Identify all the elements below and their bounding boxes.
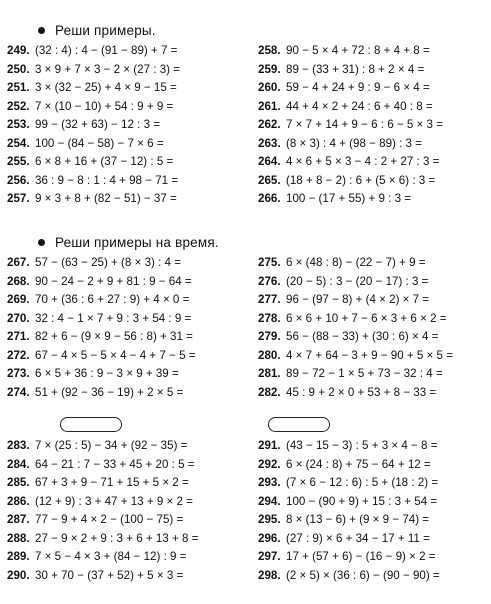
section1-heading-text: Реши примеры. xyxy=(55,22,156,38)
exercise-expression: 89 − 72 − 1 × 5 + 73 − 32 : 4 = xyxy=(286,367,443,380)
exercise-row xyxy=(7,511,198,530)
exercise-row xyxy=(7,98,180,117)
exercise-expression: 3 × 9 + 7 × 3 − 2 × (27 : 3) = xyxy=(35,62,181,76)
exercise-number: 272. xyxy=(7,348,30,362)
section2-right-column-b xyxy=(258,437,440,585)
exercise-row xyxy=(258,310,453,329)
exercise-row xyxy=(7,310,196,329)
exercise-expression: 6 × 5 + 36 : 9 − 3 × 9 + 39 = xyxy=(35,367,179,380)
exercise-expression: 3 × (32 − 25) + 4 × 9 − 15 = xyxy=(35,81,177,94)
exercise-number: 281. xyxy=(258,367,281,380)
exercise-row xyxy=(258,61,443,80)
section2-heading xyxy=(0,232,219,252)
exercise-number: 289. xyxy=(7,550,30,563)
exercise-number: 294. xyxy=(258,494,281,508)
exercise-number: 265. xyxy=(258,173,281,187)
exercise-expression: 77 − 9 + 4 × 2 − (100 − 75) = xyxy=(35,513,184,526)
exercise-row xyxy=(7,116,180,135)
exercise-expression: (18 + 8 − 2) : 6 + (5 × 6) : 3 = xyxy=(286,173,436,187)
exercise-row xyxy=(258,511,440,530)
exercise-row xyxy=(258,42,443,61)
exercise-row xyxy=(258,328,453,347)
exercise-row xyxy=(7,365,196,384)
exercise-row xyxy=(258,384,453,403)
exercise-number: 283. xyxy=(7,439,30,452)
exercise-number: 277. xyxy=(258,293,281,306)
exercise-expression: 59 − 4 + 24 + 9 : 9 − 6 × 4 = xyxy=(286,81,430,94)
exercise-row xyxy=(7,384,196,403)
exercise-number: 282. xyxy=(258,385,281,399)
exercise-row xyxy=(7,61,180,80)
exercise-expression: (2 × 5) × (36 : 6) − (90 − 90) = xyxy=(286,568,440,582)
exercise-row xyxy=(258,172,443,191)
exercise-expression: (43 − 15 − 3) : 5 + 3 × 4 − 8 = xyxy=(286,439,438,452)
exercise-row xyxy=(258,291,453,310)
exercise-expression: 27 − 9 × 2 + 9 : 3 + 6 + 13 + 8 = xyxy=(35,531,199,545)
exercise-number: 259. xyxy=(258,62,281,76)
exercise-number: 252. xyxy=(7,99,30,113)
exercise-row xyxy=(258,135,443,154)
exercise-row xyxy=(7,548,198,567)
exercise-expression: 100 − (84 − 58) − 7 × 6 = xyxy=(35,136,164,150)
exercise-expression: 8 × (13 − 6) + (9 × 9 − 74) = xyxy=(286,513,430,526)
section2-left-column-b xyxy=(7,437,198,585)
exercise-row xyxy=(7,273,196,292)
exercise-row xyxy=(7,474,198,493)
exercise-number: 256. xyxy=(7,173,30,187)
exercise-row xyxy=(7,79,180,98)
exercise-row xyxy=(7,42,180,61)
exercise-row xyxy=(258,254,453,273)
exercise-number: 263. xyxy=(258,136,281,150)
exercise-number: 253. xyxy=(7,118,30,131)
exercise-number: 295. xyxy=(258,513,281,526)
exercise-number: 249. xyxy=(7,44,30,57)
exercise-expression: 6 × 6 + 10 + 7 − 6 × 3 + 6 × 2 = xyxy=(286,311,447,325)
exercise-number: 292. xyxy=(258,457,281,471)
section2-right-column-a xyxy=(258,254,453,402)
exercise-number: 258. xyxy=(258,44,281,57)
exercise-expression: 7 × 5 − 4 × 3 + (84 − 12) : 9 = xyxy=(35,550,187,563)
exercise-number: 266. xyxy=(258,192,281,205)
exercise-number: 251. xyxy=(7,81,30,94)
exercise-number: 271. xyxy=(7,330,30,343)
section2-left-column-a xyxy=(7,254,196,402)
exercise-row xyxy=(7,493,198,512)
exercise-number: 276. xyxy=(258,274,281,288)
exercise-expression: 4 × 7 + 64 − 3 + 9 − 90 + 5 × 5 = xyxy=(286,348,453,362)
exercise-row xyxy=(258,493,440,512)
exercise-expression: 32 : 4 − 1 × 7 + 9 : 3 + 54 : 9 = xyxy=(35,311,192,325)
exercise-number: 279. xyxy=(258,330,281,343)
exercise-expression: 99 − (32 + 63) − 12 : 3 = xyxy=(35,118,161,131)
exercise-number: 298. xyxy=(258,568,281,582)
exercise-row xyxy=(258,548,440,567)
exercise-expression: 7 × (10 − 10) + 54 : 9 + 9 = xyxy=(35,99,174,113)
exercise-expression: 36 : 9 − 8 : 1 : 4 + 98 − 71 = xyxy=(35,173,179,187)
exercise-expression: 82 + 6 − (9 × 9 − 56 : 8) + 31 = xyxy=(35,330,193,343)
exercise-number: 280. xyxy=(258,348,281,362)
exercise-number: 287. xyxy=(7,513,30,526)
exercise-number: 270. xyxy=(7,311,30,325)
exercise-expression: (20 − 5) : 3 − (20 − 17) : 3 = xyxy=(286,274,429,288)
exercise-number: 274. xyxy=(7,385,30,399)
exercise-expression: 7 × 7 + 14 + 9 − 6 : 6 − 5 × 3 = xyxy=(286,118,443,131)
exercise-expression: (27 : 9) × 6 + 34 − 17 + 11 = xyxy=(286,531,430,545)
section1-right-column xyxy=(258,42,443,209)
exercise-number: 288. xyxy=(7,531,30,545)
exercise-row xyxy=(7,437,198,456)
exercise-number: 262. xyxy=(258,118,281,131)
exercise-row xyxy=(7,291,196,310)
exercise-row xyxy=(258,365,453,384)
exercise-row xyxy=(7,153,180,172)
exercise-row xyxy=(7,456,198,475)
timer-box xyxy=(268,417,330,432)
exercise-number: 269. xyxy=(7,293,30,306)
exercise-number: 268. xyxy=(7,274,30,288)
exercise-row xyxy=(258,79,443,98)
exercise-expression: 90 − 5 × 4 + 72 : 8 + 4 + 8 = xyxy=(286,44,430,57)
exercise-number: 250. xyxy=(7,62,30,76)
exercise-row xyxy=(258,456,440,475)
exercise-row xyxy=(7,328,196,347)
exercise-row xyxy=(258,474,440,493)
exercise-expression: (8 × 3) : 4 + (98 − 89) : 3 = xyxy=(286,136,422,150)
exercise-row xyxy=(258,567,440,586)
exercise-expression: 96 − (97 − 8) + (4 × 2) × 7 = xyxy=(286,293,430,306)
exercise-expression: (32 : 4) : 4 − (91 − 89) + 7 = xyxy=(35,44,178,57)
section1-heading xyxy=(0,20,156,40)
exercise-expression: 67 + 3 + 9 − 71 + 15 + 5 × 2 = xyxy=(35,476,189,489)
exercise-expression: 6 × (48 : 8) − (22 − 7) + 9 = xyxy=(286,256,426,269)
exercise-expression: 17 + (57 + 6) − (16 − 9) × 2 = xyxy=(286,550,436,563)
exercise-expression: 100 − (90 + 9) + 15 : 3 + 54 = xyxy=(286,494,438,508)
exercise-number: 293. xyxy=(258,476,281,489)
exercise-number: 290. xyxy=(7,568,30,582)
exercise-expression: 64 − 21 : 7 − 33 + 45 + 20 : 5 = xyxy=(35,457,195,471)
exercise-row xyxy=(258,116,443,135)
exercise-expression: 4 × 6 + 5 × 3 − 4 : 2 + 27 : 3 = xyxy=(286,155,440,168)
exercise-number: 296. xyxy=(258,531,281,545)
exercise-number: 255. xyxy=(7,155,30,168)
exercise-number: 264. xyxy=(258,155,281,168)
exercise-expression: 6 × 8 + 16 + (37 − 12) : 5 = xyxy=(35,155,174,168)
exercise-row xyxy=(258,273,453,292)
section2-heading-text: Реши примеры на время. xyxy=(55,234,219,250)
section1-left-column xyxy=(7,42,180,209)
exercise-expression: 56 − (88 − 33) + (30 : 6) × 4 = xyxy=(286,330,439,343)
exercise-expression: (7 × 6 − 12 : 6) : 5 + (18 : 2) = xyxy=(286,476,439,489)
exercise-row xyxy=(7,172,180,191)
exercise-number: 260. xyxy=(258,81,281,94)
exercise-expression: 100 − (17 + 55) + 9 : 3 = xyxy=(286,192,412,205)
exercise-number: 297. xyxy=(258,550,281,563)
exercise-expression: 9 × 3 + 8 + (82 − 51) − 37 = xyxy=(35,192,177,205)
exercise-number: 267. xyxy=(7,256,30,269)
exercise-expression: 57 − (63 − 25) + (8 × 3) : 4 = xyxy=(35,256,181,269)
bullet-icon xyxy=(38,239,45,246)
exercise-number: 261. xyxy=(258,99,281,113)
exercise-row xyxy=(7,347,196,366)
exercise-expression: 7 × (25 : 5) − 34 + (92 − 35) = xyxy=(35,439,188,452)
exercise-number: 291. xyxy=(258,439,281,452)
exercise-number: 275. xyxy=(258,256,281,269)
exercise-number: 284. xyxy=(7,457,30,471)
bullet-icon xyxy=(38,27,45,34)
timer-box xyxy=(60,417,122,432)
exercise-row xyxy=(258,530,440,549)
exercise-number: 254. xyxy=(7,136,30,150)
exercise-row xyxy=(7,135,180,154)
exercise-number: 285. xyxy=(7,476,30,489)
exercise-row xyxy=(258,153,443,172)
exercise-expression: 30 + 70 − (37 + 52) + 5 × 3 = xyxy=(35,568,184,582)
exercise-expression: 90 − 24 − 2 + 9 + 81 : 9 − 64 = xyxy=(35,274,192,288)
exercise-row xyxy=(7,254,196,273)
exercise-row xyxy=(7,190,180,209)
exercise-number: 257. xyxy=(7,192,30,205)
exercise-row xyxy=(258,98,443,117)
exercise-expression: 70 + (36 : 6 + 27 : 9) + 4 × 0 = xyxy=(35,293,190,306)
exercise-expression: 44 + 4 × 2 + 24 : 6 + 40 : 8 = xyxy=(286,99,433,113)
exercise-expression: 51 + (92 − 36 − 19) + 2 × 5 = xyxy=(35,385,184,399)
exercise-expression: (12 + 9) : 3 + 47 + 13 + 9 × 2 = xyxy=(35,494,193,508)
exercise-row xyxy=(258,347,453,366)
exercise-row xyxy=(258,437,440,456)
exercise-number: 278. xyxy=(258,311,281,325)
exercise-expression: 89 − (33 + 31) : 8 + 2 × 4 = xyxy=(286,62,425,76)
exercise-row xyxy=(7,530,198,549)
exercise-number: 286. xyxy=(7,494,30,508)
exercise-number: 273. xyxy=(7,367,30,380)
exercise-row xyxy=(258,190,443,209)
exercise-expression: 67 − 4 × 5 − 5 × 4 − 4 + 7 − 5 = xyxy=(35,348,196,362)
exercise-row xyxy=(7,567,198,586)
exercise-expression: 6 × (24 : 8) + 75 − 64 + 12 = xyxy=(286,457,431,471)
exercise-expression: 45 : 9 + 2 × 0 + 53 + 8 − 33 = xyxy=(286,385,437,399)
